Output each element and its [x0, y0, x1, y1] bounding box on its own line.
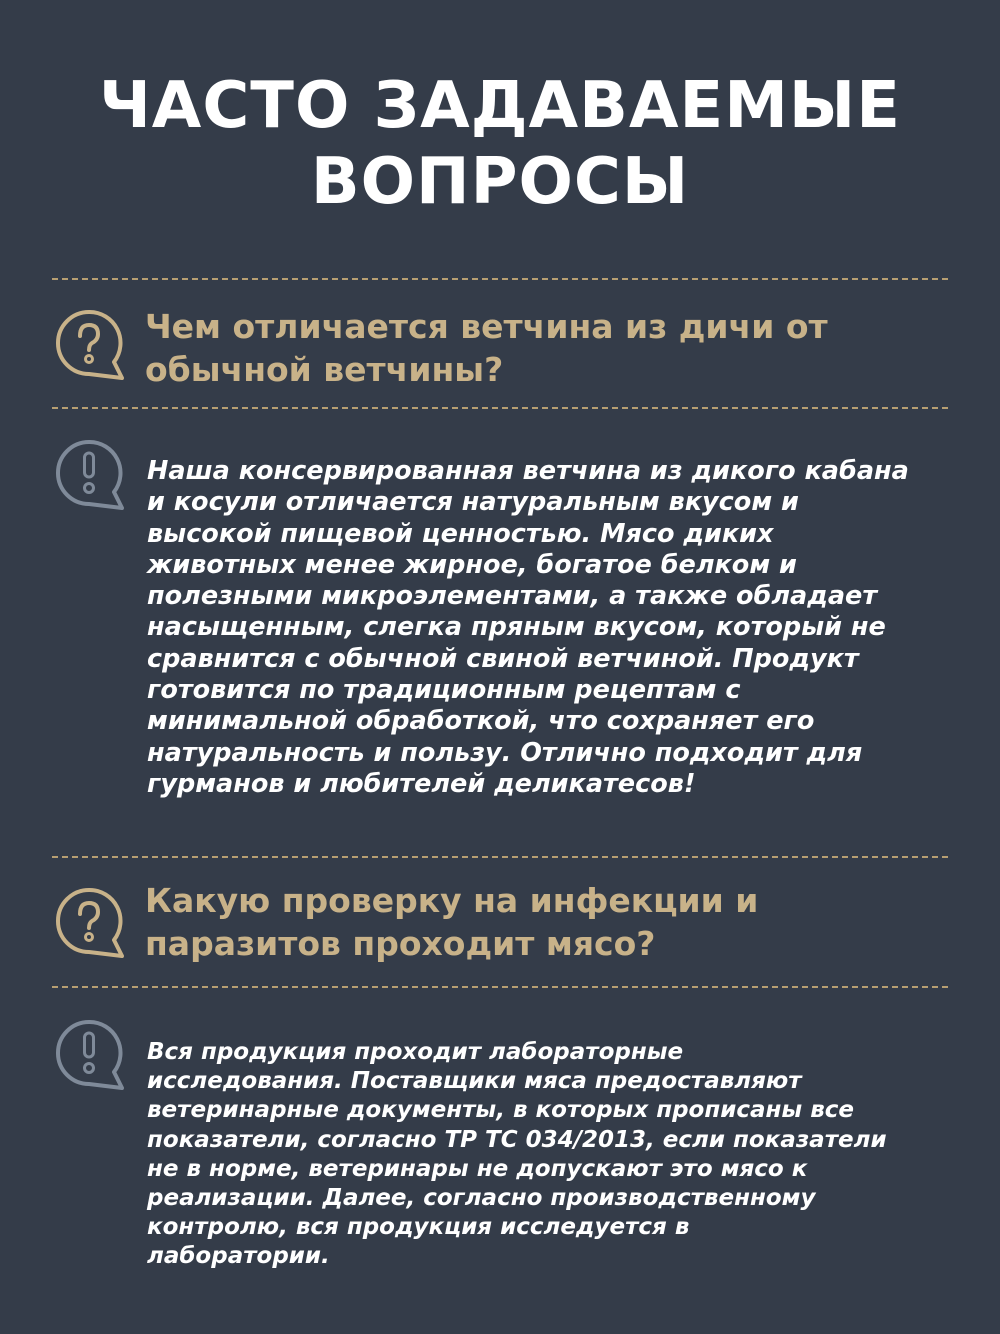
- page-title-line: ЧАСТО ЗАДАВАЕМЫЕ: [99, 69, 901, 143]
- faq-answer-line: сравнится с обычной свиной ветчиной. Продукт: [147, 643, 859, 674]
- faq-question-line: Какую проверку на инфекции и: [145, 881, 759, 920]
- question-speech-bubble-icon: [52, 306, 126, 380]
- dashed-divider: [52, 856, 948, 858]
- faq-answer-line: и косули отличается натуральным вкусом и: [147, 487, 799, 518]
- faq-answer-line: насыщенным, слегка пряным вкусом, который не: [147, 612, 886, 643]
- faq-answer-line: готовится по традиционным рецептам с: [147, 675, 741, 706]
- question-speech-bubble-icon: [52, 884, 126, 958]
- faq-answer-line: лаборатории.: [147, 1243, 330, 1270]
- faq-answer-line: не в норме, ветеринары не допускают это мясо к: [147, 1155, 808, 1182]
- faq-answer-line: высокой пищевой ценностью. Мясо диких: [147, 518, 774, 549]
- faq-answer: [147, 1038, 947, 1272]
- dashed-divider: [52, 407, 948, 409]
- faq-answer-line: Вся продукция проходит лабораторные: [147, 1039, 684, 1065]
- faq-answer-line: ветеринарные документы, в которых прописаны все: [147, 1097, 854, 1124]
- exclamation-speech-bubble-icon: [52, 436, 126, 510]
- faq-question-line: обычной ветчины?: [145, 350, 504, 389]
- faq-answer-line: контролю, вся продукция исследуется в: [147, 1214, 690, 1241]
- faq-answer-line: реализации. Далее, согласно производственному: [147, 1185, 816, 1212]
- faq-answer: [147, 456, 947, 800]
- page-title-line: ВОПРОСЫ: [310, 145, 690, 219]
- page-title: [0, 68, 1000, 220]
- faq-answer-line: Наша консервированная ветчина из дикого кабана: [147, 456, 909, 486]
- faq-answer-line: животных менее жирное, богатое белком и: [147, 549, 797, 580]
- faq-answer-line: исследования. Поставщики мяса предоставляют: [147, 1068, 802, 1095]
- faq-question-line: Чем отличается ветчина из дичи от: [145, 307, 828, 346]
- faq-question-line: паразитов проходит мясо?: [145, 924, 656, 963]
- faq-answer-line: минимальной обработкой, что сохраняет его: [147, 706, 815, 737]
- faq-question: [145, 305, 945, 391]
- dashed-divider: [52, 278, 948, 280]
- faq-answer-line: натуральность и пользу. Отлично подходит для: [147, 737, 863, 768]
- exclamation-speech-bubble-icon: [52, 1016, 126, 1090]
- faq-answer-line: гурманов и любителей деликатесов!: [147, 768, 696, 799]
- faq-answer-line: полезными микроэлементами, а также обладает: [147, 581, 878, 612]
- dashed-divider: [52, 986, 948, 988]
- faq-question: [145, 879, 945, 965]
- faq-answer-line: показатели, согласно ТР ТС 034/2013, если показатели: [147, 1126, 887, 1153]
